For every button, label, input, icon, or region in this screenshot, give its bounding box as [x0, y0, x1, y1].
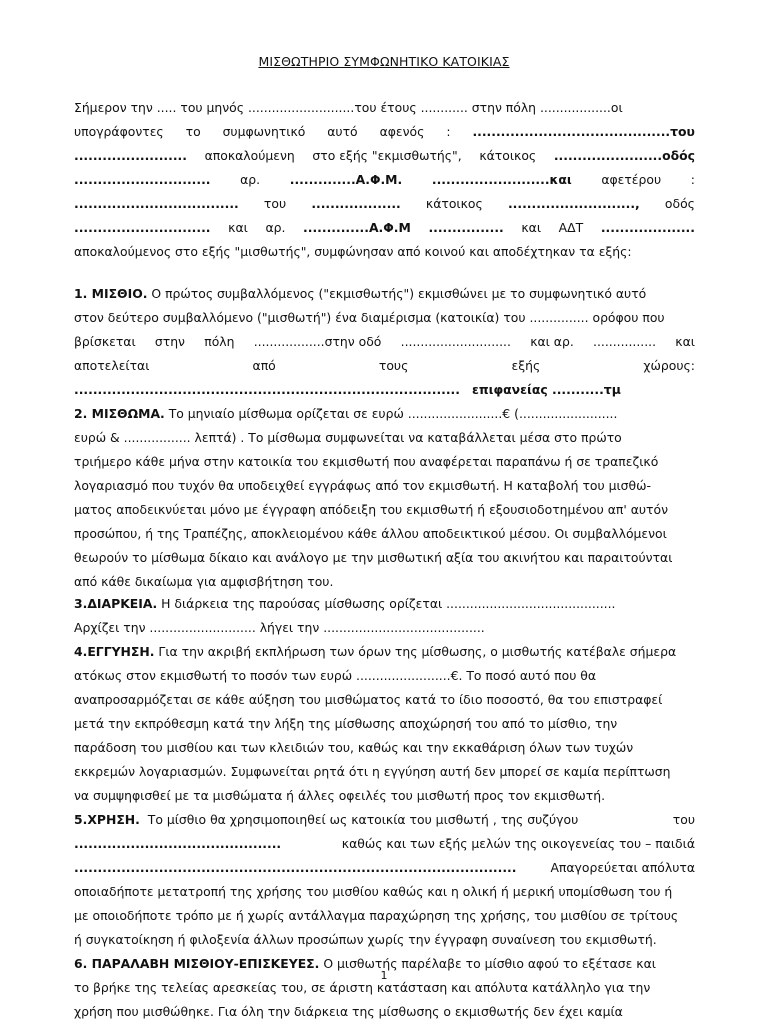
section-heading: 3.ΔΙΑΡΚΕΙΑ. — [74, 596, 158, 611]
blank-field: ............................. — [74, 220, 211, 235]
text-run: αποκαλούμενος στο εξής "μισθωτής", συμφώνησαν από κοινού και αποδέχτηκαν τα εξής: — [74, 244, 632, 259]
section-4-line-3 — [74, 692, 695, 708]
section-5-line-3 — [74, 860, 695, 876]
text-run: από — [252, 358, 276, 373]
text-run: αφενός — [379, 124, 425, 139]
text-run: Αρχίζει την ........................... λήγει την ......................................... — [74, 620, 485, 635]
text-run: αποκαλούμενη — [204, 148, 295, 163]
blank-field: ..........................., — [507, 196, 640, 211]
text-run: να συμψηφισθεί με τα μισθώματα ή άλλες οφειλές του μισθωτή προς τον εκμισθωτή. — [74, 788, 606, 803]
section-6-line — [74, 980, 695, 996]
section-4-line-7 — [74, 788, 695, 804]
intro-line-5 — [74, 196, 695, 212]
blank-field: ..............Α.Φ.Μ. — [289, 172, 403, 187]
text-run: στην — [154, 334, 185, 349]
blank-field: ........................ — [74, 148, 187, 163]
text-run: και — [675, 334, 695, 349]
section-2-line-5 — [74, 502, 695, 518]
blank-field: ............................. — [74, 172, 211, 187]
text-run: χρήση που μισθώθηκε. Για όλη την διάρκεια της μίσθωσης ο εκμισθωτής δεν έχει καμία — [74, 1004, 623, 1019]
text-run: λογαριασμό που τυχόν θα υποδειχθεί εγγράφως από τον εκμισθωτή. Η καταβολή του μισθώ- — [74, 478, 651, 493]
text-run: τους — [378, 358, 409, 373]
section-4-line-1 — [74, 644, 695, 660]
section-2-line-7 — [74, 550, 695, 566]
section-5-line-6 — [74, 932, 695, 948]
text-run: κάτοικος — [479, 148, 537, 163]
text-run: τριήμερο κάθε μήνα στην κατοικία του εκμισθωτή που αναφέρεται παραπάνω ή σε τραπεζικό — [74, 454, 659, 469]
text-run: και — [521, 220, 542, 235]
text-run: αφετέρου — [601, 172, 662, 187]
intro-line-6 — [74, 220, 695, 236]
section-1-line-3 — [74, 334, 695, 350]
text-run: Ο πρώτος συμβαλλόμενος ("εκμισθωτής") εκμισθώνει με το συμφωνητικό αυτό — [151, 286, 647, 301]
text-run: οδός — [664, 196, 695, 211]
text-run: καθώς και των εξής μελών της οικογενείας του – παιδιά — [341, 836, 695, 851]
blank-field: ................... — [311, 196, 401, 211]
section-1-line-5 — [74, 382, 695, 398]
section-2-line-4 — [74, 478, 695, 494]
text-run: αυτό — [327, 124, 358, 139]
intro-line-2 — [74, 124, 695, 140]
section-4-line-5 — [74, 740, 695, 756]
section-2-line-8 — [74, 574, 695, 590]
blank-field: .......................οδός — [553, 148, 695, 163]
text-run: και — [228, 220, 248, 235]
text-run: ..................στην οδό — [253, 334, 382, 349]
section-2-line-3 — [74, 454, 695, 470]
text-run: αρ. — [265, 220, 286, 235]
blank-field: .........................και — [431, 172, 572, 187]
text-run: του — [672, 812, 695, 827]
text-run: αποτελείται — [74, 358, 150, 373]
section-heading: 1. ΜΙΣΘΙΟ. — [74, 286, 148, 301]
blank-field: ................................... — [74, 196, 239, 211]
page-number: 1 — [380, 969, 388, 982]
text-run: κάτοικος — [425, 196, 483, 211]
intro-line-7 — [74, 244, 695, 260]
text-run: ή συγκατοίκηση ή φιλοξενία άλλων προσώπων χωρίς την έγγραφη συναίνεση του εκμισθωτή. — [74, 932, 657, 947]
section-4-line-2 — [74, 668, 695, 684]
section-6-line — [74, 1004, 695, 1020]
text-run: οποιαδήποτε μετατροπή της χρήσης του μισθίου καθώς και η ολική ή μερική υπομίσθωση του ή — [74, 884, 673, 899]
blank-field: ..............Α.Φ.Μ — [303, 220, 411, 235]
text-run: με οποιοδήποτε τρόπο με ή χωρίς αντάλλαγμα παραχώρηση της χρήσης, του μισθίου σε τρίτους — [74, 908, 679, 923]
blank-field: ................ — [428, 220, 504, 235]
intro-line-3 — [74, 148, 695, 164]
section-5-line-4 — [74, 884, 695, 900]
text-run: παράδοση του μισθίου και των κλειδιών του, καθώς και την εκκαθάριση όλων των τυχών — [74, 740, 634, 755]
section-1-line-4 — [74, 358, 695, 374]
text-run: το — [185, 124, 201, 139]
section-2-line-1 — [74, 406, 695, 422]
text-run: αρ. — [240, 172, 261, 187]
text-run: ................ — [593, 334, 657, 349]
text-run: στον δεύτερο συμβαλλόμενο ("μισθωτή") ένα διαμέρισμα (κατοικία) του ............... ορόφου που — [74, 310, 665, 325]
section-3-line-1 — [74, 596, 695, 612]
blank-field: ............................................ — [74, 836, 282, 851]
text-run: Ο μισθωτής παρέλαβε το μίσθιο αφού το εξέτασε και — [323, 956, 656, 971]
text-run: Απαγορεύεται απόλυτα — [550, 860, 695, 875]
text-run: και αρ. — [530, 334, 574, 349]
text-run: θεωρούν το μίσθωμα δίκαιο και ανάλογο με την μισθωτική αξία του ακινήτου και παραιτούνται — [74, 550, 673, 565]
intro-line-4 — [74, 172, 695, 188]
text-run: ευρώ & ................. λεπτά) . Το μίσθωμα συμφωνείται να καταβάλλεται μέσα στο πρώτο — [74, 430, 622, 445]
text-run: συμφωνητικό — [222, 124, 306, 139]
text-run: ΑΔΤ — [558, 220, 584, 235]
text-run: βρίσκεται — [74, 334, 136, 349]
text-run: εκκρεμών λογαριασμών. Συμφωνείται ρητά ότι η εγγύηση αυτή δεν μπορεί σε καμία περίπτωση — [74, 764, 671, 779]
text-run: : — [446, 124, 451, 139]
text-group — [74, 812, 578, 828]
text-run: ............................ — [400, 334, 511, 349]
text-run: του — [263, 196, 287, 211]
section-2-line-2 — [74, 430, 695, 446]
text-run: προσώπου, ή της Τραπέζης, αποκλειομένου κάθε άλλου αποδεικτικού μέσου. Οι συμβαλλόμενοι — [74, 526, 667, 541]
section-4-line-6 — [74, 764, 695, 780]
section-heading: 4.ΕΓΓΥΗΣΗ. — [74, 644, 155, 659]
text-run: Η διάρκεια της παρούσας μίσθωσης ορίζεται ........................................... — [161, 596, 616, 611]
text-run: το βρήκε της τελείας αρεσκείας του, σε άριστη κατάσταση και απόλυτα κατάλληλο για την — [74, 980, 651, 995]
section-heading: 2. ΜΙΣΘΩΜΑ. — [74, 406, 165, 421]
text-run: Σήμερον την ..... του μηνός ...........................του έτους ............ στην πόλη ..................οι — [74, 100, 623, 115]
text-run: αναπροσαρμόζεται σε κάθε αύξηση του μισθώματος κατά το ίδιο ποσοστό, θα του επιστραφεί — [74, 692, 663, 707]
text-run: : — [690, 172, 695, 187]
section-heading: 6. ΠΑΡΑΛΑΒΗ ΜΙΣΘΙΟΥ-ΕΠΙΣΚΕΥΕΣ. — [74, 956, 320, 971]
text-run: ατόκως στον εκμισθωτή το ποσόν των ευρώ ........................€. Το ποσό αυτό που θα — [74, 668, 597, 683]
blank-field: .................................................................................. — [74, 382, 460, 397]
text-run: χώρους: — [643, 358, 695, 373]
section-3-line-2 — [74, 620, 695, 636]
text-run: πόλη — [204, 334, 235, 349]
blank-field: ..........................................του — [472, 124, 695, 139]
section-heading: 5.ΧΡΗΣΗ. — [74, 812, 140, 827]
section-1-line-2 — [74, 310, 695, 326]
text-run: εξής — [511, 358, 541, 373]
section-5-line-2 — [74, 836, 695, 852]
text-run: υπογράφοντες — [74, 124, 164, 139]
text-run: στο εξής "εκμισθωτής", — [312, 148, 462, 163]
document-title: ΜΙΣΘΩΤΗΡΙΟ ΣΥΜΦΩΝΗΤΙΚΟ ΚΑΤΟΙΚΙΑΣ — [258, 54, 510, 69]
text-run: Το μίσθιο θα χρησιμοποιηθεί ως κατοικία του μισθωτή , της συζύγου — [147, 812, 579, 827]
text-run: μετά την εκπρόθεσμη κατά την λήξη της μίσθωσης αποχώρησή του από το μίσθιο, την — [74, 716, 618, 731]
intro-line-1 — [74, 100, 695, 116]
text-run: από κάθε δικαίωμα για αμφισβήτηση του. — [74, 574, 334, 589]
blank-field: .............................................................................................. — [74, 860, 517, 875]
section-1-line-1 — [74, 286, 695, 302]
blank-field: .................... — [600, 220, 695, 235]
text-run: ματος αποδεικνύεται μόνο με έγγραφη απόδειξη του εκμισθωτή ή εξουσιοδοτημένου απ' αυτόν — [74, 502, 668, 517]
text-run: επιφανείας ...........τμ — [471, 382, 621, 397]
section-5-line-1 — [74, 812, 695, 828]
text-run: Για την ακριβή εκπλήρωση των όρων της μίσθωσης, ο μισθωτής κατέβαλε σήμερα — [158, 644, 677, 659]
text-run: Το μηνιαίο μίσθωμα ορίζεται σε ευρώ ........................€ (......................... — [168, 406, 618, 421]
section-4-line-4 — [74, 716, 695, 732]
section-5-line-5 — [74, 908, 695, 924]
section-2-line-6 — [74, 526, 695, 542]
